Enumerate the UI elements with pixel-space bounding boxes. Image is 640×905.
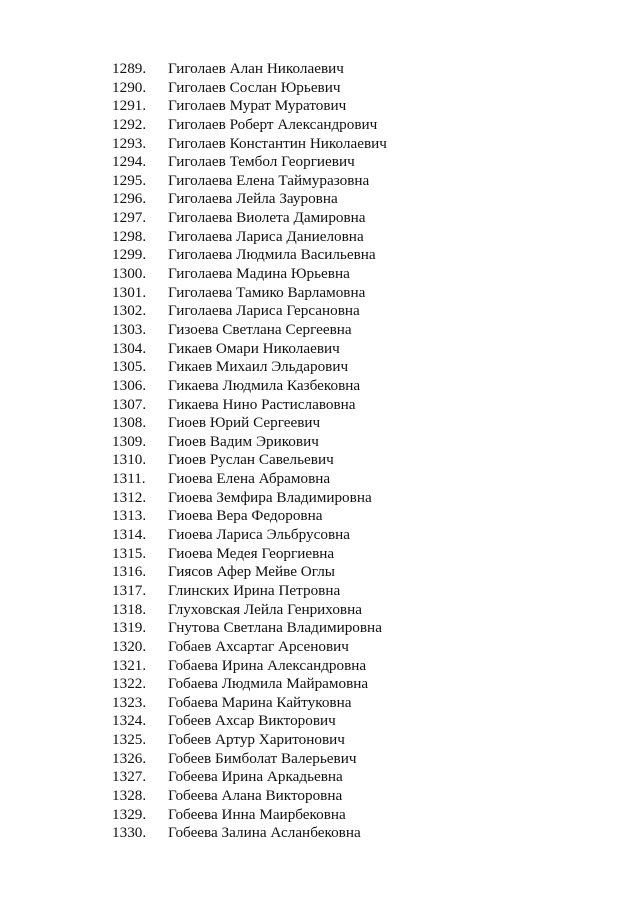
list-item (112, 60, 592, 79)
list-item (112, 526, 592, 545)
entry-name: Гобеев Ахсар Викторович (168, 712, 336, 730)
entry-number: 1326. (112, 749, 147, 767)
entry-name: Гиголаева Мадина Юрьевна (168, 265, 350, 283)
entry-name: Гикаев Омари Николаевич (168, 339, 340, 357)
entry-number: 1295. (112, 171, 147, 189)
list-item (112, 563, 592, 582)
entry-number: 1314. (112, 526, 147, 544)
entry-name: Глуховская Лейла Генриховна (168, 600, 362, 618)
list-item (112, 731, 592, 750)
list-item (112, 321, 592, 340)
list-item (112, 135, 592, 154)
list-item (112, 172, 592, 191)
entry-number: 1306. (112, 376, 147, 394)
entry-number: 1325. (112, 731, 147, 749)
entry-number: 1311. (112, 470, 146, 488)
entry-number: 1310. (112, 451, 147, 469)
list-item (112, 619, 592, 638)
entry-name: Гнутова Светлана Владимировна (168, 619, 382, 637)
entry-name: Гиясов Афер Мейве Оглы (168, 563, 335, 581)
list-item (112, 209, 592, 228)
entry-name: Гиоева Елена Абрамовна (168, 470, 331, 488)
entry-number: 1289. (112, 60, 147, 77)
entry-number: 1312. (112, 488, 147, 506)
list-item (112, 451, 592, 470)
entry-number: 1290. (112, 78, 147, 96)
list-item (112, 396, 592, 415)
list-item (112, 79, 592, 98)
list-item (112, 414, 592, 433)
name-list (112, 60, 592, 843)
entry-number: 1303. (112, 320, 147, 338)
list-item (112, 116, 592, 135)
list-item (112, 97, 592, 116)
entry-name: Гобеева Инна Маирбековна (168, 805, 346, 823)
list-item (112, 489, 592, 508)
entry-name: Гиголаев Роберт Александрович (168, 115, 378, 133)
entry-number: 1323. (112, 693, 147, 711)
entry-number: 1318. (112, 600, 147, 618)
entry-number: 1292. (112, 115, 147, 133)
entry-number: 1300. (112, 265, 147, 283)
entry-number: 1301. (112, 283, 147, 301)
entry-name: Гиголаев Сослан Юрьевич (168, 78, 341, 96)
list-item (112, 787, 592, 806)
entry-name: Гиголаева Лейла Зауровна (168, 190, 338, 208)
entry-name: Гобаева Ирина Александровна (168, 656, 367, 674)
list-item (112, 638, 592, 657)
list-item (112, 694, 592, 713)
entry-name: Гобаева Марина Кайтуковна (168, 693, 352, 711)
entry-name: Гикаев Михаил Эльдарович (168, 358, 349, 376)
entry-name: Гиголаев Тембол Георгиевич (168, 153, 355, 171)
list-item (112, 582, 592, 601)
entry-number: 1328. (112, 786, 147, 804)
entry-number: 1316. (112, 563, 147, 581)
list-item (112, 750, 592, 769)
list-item (112, 190, 592, 209)
entry-name: Гиголаева Людмила Васильевна (168, 246, 376, 264)
list-item (112, 768, 592, 787)
list-item (112, 601, 592, 620)
entry-name: Гиоева Медея Георгиевна (168, 544, 335, 562)
entry-number: 1302. (112, 302, 147, 320)
list-item (112, 302, 592, 321)
entry-number: 1319. (112, 619, 147, 637)
entry-number: 1296. (112, 190, 147, 208)
entry-number: 1299. (112, 246, 147, 264)
list-item (112, 433, 592, 452)
entry-number: 1294. (112, 153, 147, 171)
entry-name: Гиголаева Лариса Герсановна (168, 302, 360, 320)
entry-name: Гиголаева Тамико Варламовна (168, 283, 366, 301)
list-item (112, 675, 592, 694)
entry-number: 1317. (112, 581, 147, 599)
list-item (112, 358, 592, 377)
entry-number: 1305. (112, 358, 147, 376)
entry-number: 1330. (112, 824, 147, 842)
entry-number: 1307. (112, 395, 147, 413)
entry-number: 1313. (112, 507, 147, 525)
list-item (112, 507, 592, 526)
entry-name: Гиоев Вадим Эрикович (168, 432, 319, 450)
entry-name: Гиголаева Лариса Даниеловна (168, 227, 364, 245)
list-item (112, 657, 592, 676)
list-item (112, 265, 592, 284)
entry-name: Гиоева Земфира Владимировна (168, 488, 372, 506)
list-item (112, 246, 592, 265)
entry-number: 1315. (112, 544, 147, 562)
list-item (112, 284, 592, 303)
entry-name: Гиоева Лариса Эльбрусовна (168, 526, 351, 544)
entry-name: Глинских Ирина Петровна (168, 581, 341, 599)
list-item (112, 545, 592, 564)
entry-name: Гобеева Залина Асланбековна (168, 824, 361, 842)
entry-name: Гобаев Ахсартаг Арсенович (168, 637, 349, 655)
entry-number: 1298. (112, 227, 147, 245)
entry-name: Гобеев Бимболат Валерьевич (168, 749, 357, 767)
entry-name: Гиголаева Елена Таймуразовна (168, 171, 370, 189)
entry-name: Гобеев Артур Харитонович (168, 731, 345, 749)
list-item (112, 377, 592, 396)
entry-name: Гиголаева Виолета Дамировна (168, 209, 366, 227)
entry-name: Гиголаев Алан Николаевич (168, 60, 344, 77)
list-item (112, 824, 592, 843)
entry-number: 1320. (112, 637, 147, 655)
entry-name: Гиоев Юрий Сергеевич (168, 414, 321, 432)
list-item (112, 228, 592, 247)
entry-number: 1291. (112, 97, 147, 115)
entry-name: Гиголаев Мурат Муратович (168, 97, 347, 115)
entry-name: Гобеева Ирина Аркадьевна (168, 768, 343, 786)
list-item (112, 470, 592, 489)
list-item (112, 340, 592, 359)
entry-number: 1297. (112, 209, 147, 227)
entry-number: 1304. (112, 339, 147, 357)
entry-name: Гиоев Руслан Савельевич (168, 451, 334, 469)
entry-name: Гизоева Светлана Сергеевна (168, 320, 352, 338)
entry-name: Гобаева Людмила Майрамовна (168, 675, 369, 693)
entry-name: Гиоева Вера Федоровна (168, 507, 323, 525)
entry-number: 1309. (112, 432, 147, 450)
entry-number: 1324. (112, 712, 147, 730)
entry-number: 1322. (112, 675, 147, 693)
entry-name: Гикаева Нино Растиславовна (168, 395, 356, 413)
entry-name: Гобеева Алана Викторовна (168, 786, 343, 804)
entry-number: 1308. (112, 414, 147, 432)
entry-name: Гикаева Людмила Казбековна (168, 376, 361, 394)
entry-number: 1327. (112, 768, 147, 786)
entry-number: 1321. (112, 656, 147, 674)
entry-name: Гиголаев Константин Николаевич (168, 134, 387, 152)
list-item (112, 712, 592, 731)
entry-number: 1293. (112, 134, 147, 152)
list-item (112, 806, 592, 825)
list-item (112, 153, 592, 172)
entry-number: 1329. (112, 805, 147, 823)
